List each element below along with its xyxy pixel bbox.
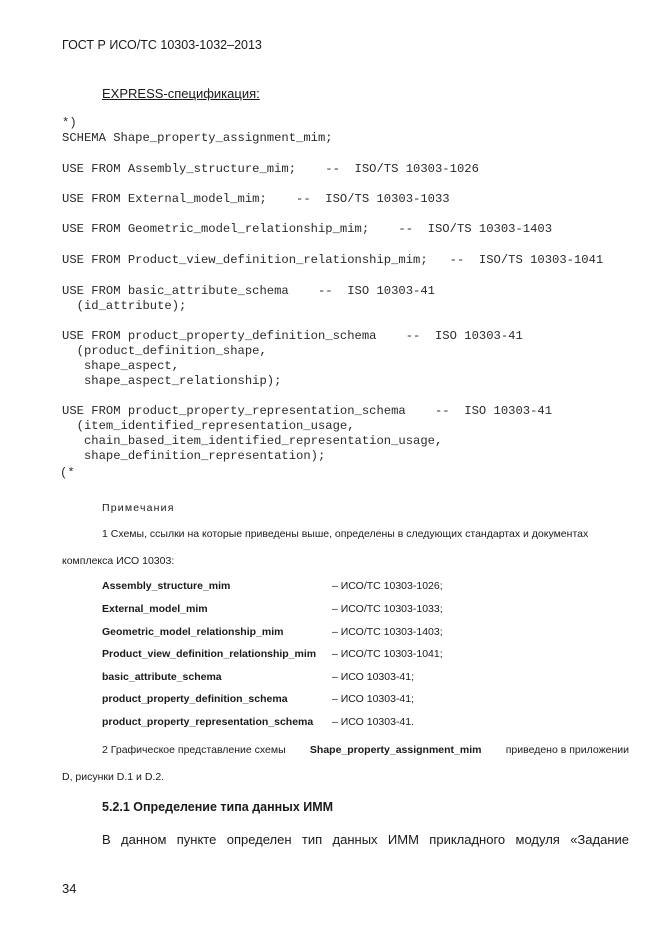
code-line: USE FROM Assembly_structure_mim; -- ISO/TS 10303-1026 (62, 162, 479, 176)
note1-text-cont: комплекса ИСО 10303: (62, 555, 175, 567)
code-line: shape_definition_representation); (62, 449, 326, 463)
ref-standard: – ИСО/ТС 10303-1041; (332, 648, 443, 660)
ref-schema-name: basic_attribute_schema (102, 671, 222, 683)
code-line: (* (60, 466, 75, 480)
ref-standard: – ИСО 10303-41; (332, 693, 415, 705)
ref-schema-name: External_model_mim (102, 603, 208, 615)
body-paragraph: В данном пункте определен тип данных ИММ прикладного модуля «Задание (102, 832, 629, 847)
note2-schema-name: Shape_property_assignment_mim (309, 744, 482, 756)
ref-schema-name: Product_view_definition_relationship_mim (102, 648, 317, 660)
ref-standard: – ИСО 10303-41; (332, 671, 415, 683)
code-line: USE FROM product_property_definition_schema -- ISO 10303-41 (62, 329, 523, 343)
code-line: *) (62, 116, 77, 130)
express-title: EXPRESS-спецификация: (102, 86, 260, 101)
ref-standard: – ИСО 10303-41. (332, 716, 415, 728)
page-number: 34 (62, 881, 77, 896)
ref-standard: – ИСО/ТС 10303-1403; (332, 626, 443, 638)
code-line: USE FROM product_property_representation_schema -- ISO 10303-41 (62, 404, 553, 418)
code-line: chain_based_item_identified_representation_usage, (62, 434, 443, 448)
note2-text (102, 744, 629, 756)
note2-post: приведено в приложении (502, 744, 629, 756)
note1-text: 1 Схемы, ссылки на которые приведены выше, определены в следующих стандартах и документах (102, 528, 589, 540)
ref-schema-name: product_property_definition_schema (102, 693, 288, 705)
ref-standard: – ИСО/ТС 10303-1026; (332, 580, 443, 592)
code-line: SCHEMA Shape_property_assignment_mim; (62, 131, 333, 145)
code-line: shape_aspect, (62, 359, 180, 373)
document-header: ГОСТ Р ИСО/ТС 10303-1032–2013 (62, 38, 262, 52)
ref-schema-name: product_property_representation_schema (102, 716, 314, 728)
code-line: shape_aspect_relationship); (62, 374, 282, 388)
ref-standard: – ИСО/ТС 10303-1033; (332, 603, 443, 615)
code-line: (id_attribute); (62, 299, 187, 313)
ref-schema-name: Geometric_model_relationship_mim (102, 626, 284, 638)
notes-title: Примечания (102, 502, 175, 514)
code-line: USE FROM External_model_mim; -- ISO/TS 10303-1033 (62, 192, 450, 206)
note2-pre: 2 Графическое представление схемы (102, 744, 289, 756)
note2-text-cont: D, рисунки D.1 и D.2. (62, 771, 165, 783)
code-line: USE FROM Geometric_model_relationship_mim; -- ISO/TS 10303-1403 (62, 222, 553, 236)
code-line: (product_definition_shape, (62, 344, 267, 358)
code-line: USE FROM Product_view_definition_relationship_mim; -- ISO/TS 10303-1041 (62, 253, 604, 267)
code-line: (item_identified_representation_usage, (62, 419, 355, 433)
ref-schema-name: Assembly_structure_mim (102, 580, 231, 592)
section-heading: 5.2.1 Определение типа данных ИММ (102, 800, 334, 814)
code-line: USE FROM basic_attribute_schema -- ISO 10303-41 (62, 284, 435, 298)
